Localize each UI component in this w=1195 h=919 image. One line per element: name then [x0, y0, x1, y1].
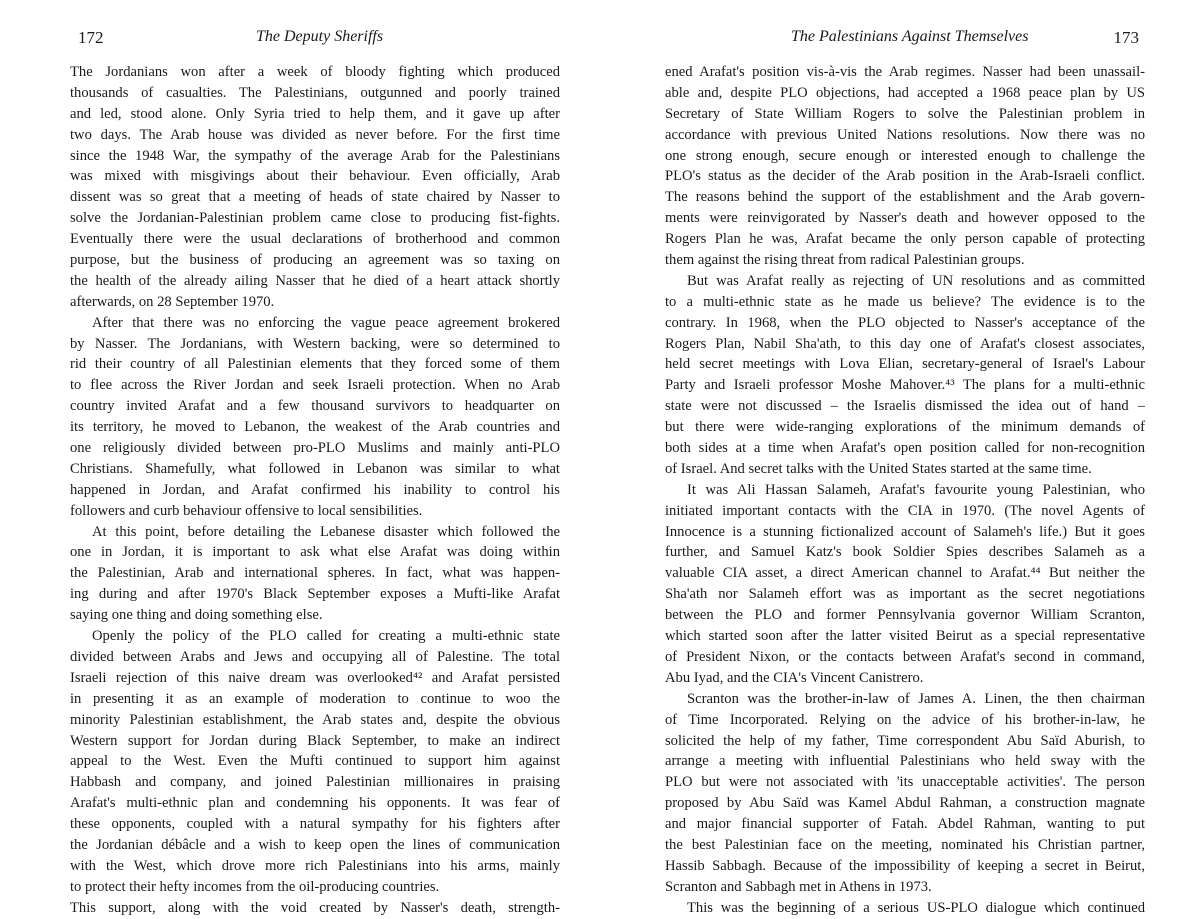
text-line: followers and curb behaviour offensive to local sensibilities.: [70, 502, 423, 519]
text-line: the best Palestinian face on the meeting, nominated his Christian partner,: [665, 836, 1145, 853]
text-line: ened Arafat's position vis-à-vis the Arab regimes. Nasser had been unassail-: [665, 64, 1145, 80]
text-line: both sides at a time when Arafat's open position called for non-recognition: [665, 440, 1145, 457]
text-line: ing during and after 1970's Black September exposes a Mufti-like Arafat: [70, 586, 560, 603]
text-line: Secretary of State William Rogers to solve the Palestinian problem in: [665, 105, 1145, 122]
text-line: Eventually there were the usual declarations of brotherhood and common: [70, 231, 560, 248]
text-line: further, and Samuel Katz's book Soldier Spies describes Salameh as a: [665, 544, 1145, 561]
text-line: The reasons behind the support of the establishment and the Arab govern-: [665, 189, 1145, 206]
text-line: This support, along with the void created by Nasser's death, strength-: [70, 899, 560, 916]
text-line: Christians. Shamefully, what followed in Lebanon was similar to what: [70, 460, 560, 477]
text-line: these opponents, coupled with a natural sympathy for his fighters after: [70, 816, 560, 833]
text-line: state were not discussed – the Israelis dismissed the idea out of hand –: [665, 398, 1145, 415]
text-line: the Palestinian, Arab and international spheres. In fact, what was happen-: [70, 565, 560, 582]
text-line: Israeli rejection of this naive dream was overlooked⁴² and Arafat persisted: [70, 669, 560, 686]
text-line: them against the rising threat from radical Palestinian groups.: [665, 252, 1025, 269]
right-page-header: [665, 28, 1145, 52]
text-line: its territory, he moved to Lebanon, the weakest of the Arab countries and: [70, 419, 560, 436]
text-line: and led, stood alone. Only Syria tried to help them, and it gave up after: [70, 105, 560, 122]
text-line: of Israel. And secret talks with the United States started at the same time.: [665, 460, 1092, 477]
text-line: proposed by Abu Saïd was Kamel Abdul Rahman, a construction magnate: [665, 795, 1145, 812]
text-line: Scranton was the brother-in-law of James A. Linen, the then chairman: [687, 690, 1145, 707]
text-line: initiated important contacts with the CIA in 1970. (The novel Agents of: [665, 502, 1145, 519]
text-line: between the PLO and former Pennsylvania governor William Scranton,: [665, 607, 1145, 624]
text-line: of Time Incorporated. Relying on the advice of his brother-in-law, he: [665, 711, 1145, 728]
text-line: Rogers Plan he was, Arafat became the only person capable of protecting: [665, 231, 1145, 248]
text-line: of President Nixon, or the contacts between Arafat's second in command,: [665, 648, 1145, 665]
text-line: Scranton and Sabbagh met in Athens in 1973.: [665, 878, 932, 895]
text-line: But was Arafat really as rejecting of UN resolutions and as committed: [687, 272, 1145, 289]
text-line: Sha'ath nor Salameh effort was as important as the secret negotiations: [665, 586, 1145, 603]
text-line: Hassib Sabbagh. Because of the impossibility of keeping a secret in Beirut,: [665, 857, 1145, 874]
text-line: to a multi-ethnic state as he made us believe? The evidence is to the: [665, 293, 1145, 310]
text-line: This was the beginning of a serious US-PLO dialogue which continued: [687, 899, 1145, 916]
text-line: Habbash and company, and joined Palestinian millionaires in praising: [70, 774, 560, 791]
text-line: one in Jordan, it is important to ask what else Arafat was doing within: [70, 544, 560, 561]
left-page-text: [70, 62, 560, 919]
text-line: to flee across the River Jordan and seek Israeli protection. When no Arab: [70, 377, 560, 394]
text-line: The Jordanians won after a week of bloody fighting which produced: [70, 64, 560, 80]
left-page-number: 172: [78, 28, 104, 47]
text-line: one religiously divided between pro-PLO Muslims and mainly anti-PLO: [70, 440, 560, 457]
text-line: was mixed with misgivings about their behaviour. Even officially, Arab: [70, 168, 560, 185]
right-page-number: 173: [1113, 28, 1139, 47]
left-running-title: The Deputy Sheriffs: [256, 28, 384, 45]
text-line: rid their country of all Palestinian elements that they forced some of them: [70, 356, 560, 373]
text-line: happened in Jordan, and Arafat confirmed his inability to control his: [70, 481, 560, 498]
text-line: in presenting it as an example of moderation to continue to woo the: [70, 690, 560, 707]
text-line: thousands of casualties. The Palestinians, outgunned and poorly trained: [70, 84, 560, 101]
text-line: After that there was no enforcing the vague peace agreement brokered: [92, 314, 560, 331]
text-line: minority Palestinian establishment, the Arab states and, despite the obvious: [70, 711, 560, 728]
text-line: held secret meetings with Lova Elian, secretary-general of Israel's Labour: [665, 356, 1145, 373]
text-line: arrange a meeting with influential Palestinians who held sway with the: [665, 753, 1145, 770]
text-line: two days. The Arab house was divided as never before. For the first time: [70, 126, 560, 143]
text-line: by Nasser. The Jordanians, with Western backing, were so determined to: [70, 335, 560, 352]
text-line: country invited Arafat and a few thousand survivors to headquarter on: [70, 398, 560, 415]
text-line: able and, despite PLO objections, had accepted a 1968 peace plan by US: [665, 84, 1145, 101]
text-line: It was Ali Hassan Salameh, Arafat's favourite young Palestinian, who: [687, 481, 1145, 498]
text-line: PLO but were not associated with 'its unacceptable activities'. The person: [665, 774, 1145, 791]
text-line: ments were reinvigorated by Nasser's death and however opposed to the: [665, 210, 1145, 227]
text-line: valuable CIA asset, a direct American channel to Arafat.⁴⁴ But neither the: [665, 565, 1145, 582]
left-page-header: [70, 28, 560, 52]
text-line: solve the Jordanian-Palestinian problem came close to producing fist-fights.: [70, 210, 560, 227]
text-line: appeal to the West. Even the Mufti continued to support him against: [70, 753, 560, 770]
text-line: Abu Iyad, and the CIA's Vincent Canistrero.: [665, 669, 924, 686]
text-line: dissent was so great that a meeting of heads of state chaired by Nasser to: [70, 189, 560, 206]
text-line: Arafat's multi-ethnic plan and condemning his opponents. It was fear of: [70, 795, 560, 812]
text-line: contrary. In 1968, when the PLO objected to Nasser's acceptance of the: [665, 314, 1145, 331]
text-line: afterwards, on 28 September 1970.: [70, 293, 275, 310]
text-line: Rogers Plan, Nabil Sha'ath, to this day one of Arafat's closest associates,: [665, 335, 1145, 352]
text-line: PLO's status as the decider of the Arab position in the Arab-Israeli conflict.: [665, 168, 1145, 185]
text-line: At this point, before detailing the Lebanese disaster which followed the: [92, 523, 560, 540]
text-line: to protect their hefty incomes from the oil-producing countries.: [70, 878, 440, 895]
text-line: Openly the policy of the PLO called for creating a multi-ethnic state: [92, 628, 560, 645]
text-line: the Jordanian débâcle and a wish to keep open the lines of communication: [70, 836, 560, 853]
text-line: but there were wide-ranging explorations of the minimum demands of: [665, 419, 1145, 436]
right-page-text: [665, 62, 1145, 919]
text-line: which started soon after the latter visited Beirut as a special representative: [665, 628, 1145, 645]
text-line: divided between Arabs and Jews and occupying all of Palestine. The total: [70, 648, 560, 665]
text-line: and major financial supporter of Fatah. Abdel Rahman, wanting to put: [665, 816, 1145, 833]
text-line: accordance with previous United Nations resolutions. Now there was no: [665, 126, 1145, 143]
text-line: Innocence is a stunning fictionalized account of Salameh's life.) But it goes: [665, 523, 1145, 540]
text-line: the health of the already ailing Nasser that he died of a heart attack shortly: [70, 272, 560, 289]
text-line: saying one thing and doing something else.: [70, 607, 323, 624]
text-line: with the West, which drove more rich Palestinians into his arms, mainly: [70, 857, 560, 874]
text-line: solicited the help of my father, Time correspondent Abu Saïd Aburish, to: [665, 732, 1145, 749]
text-line: Party and Israeli professor Moshe Mahover.⁴³ The plans for a multi-ethnic: [665, 377, 1145, 394]
text-line: purpose, but the business of producing an agreement was so taxing on: [70, 252, 560, 269]
text-line: one strong enough, secure enough or interested enough to challenge the: [665, 147, 1145, 164]
right-running-title: The Palestinians Against Themselves: [791, 28, 1029, 45]
text-line: since the 1948 War, the sympathy of the average Arab for the Palestinians: [70, 147, 560, 164]
text-line: Western support for Jordan during Black September, to make an indirect: [70, 732, 560, 749]
